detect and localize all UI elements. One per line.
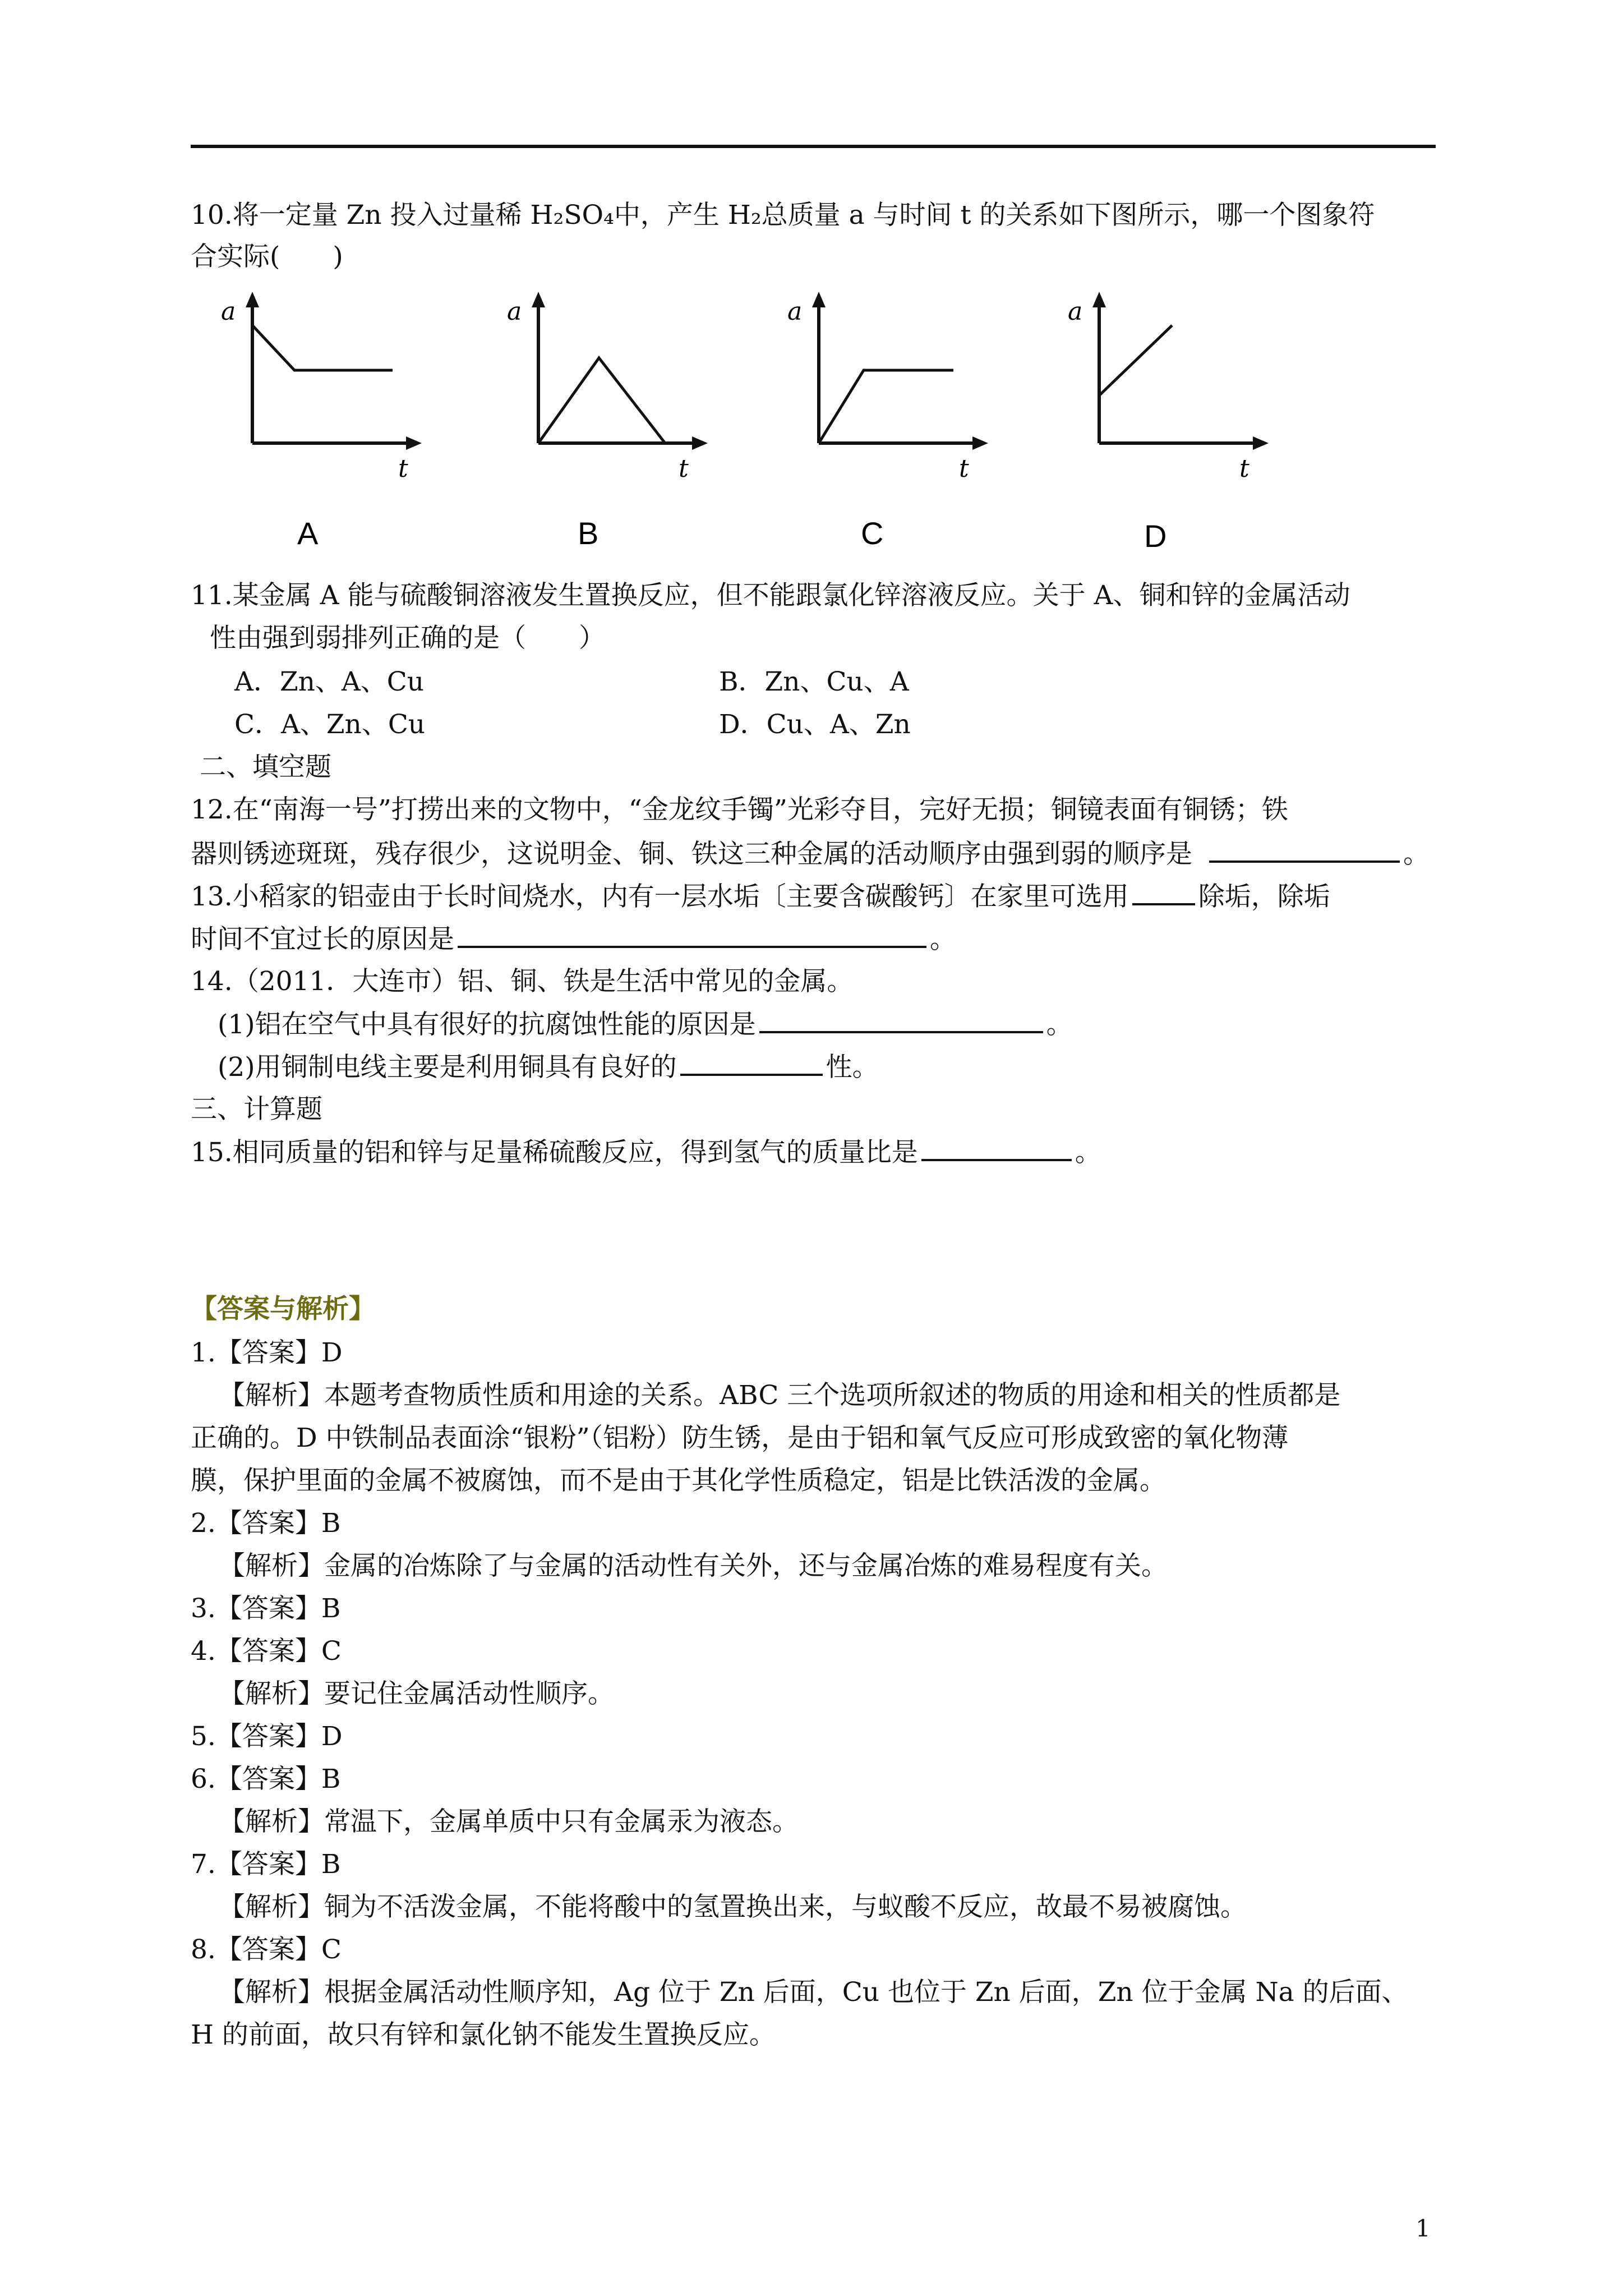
q11-option-d: D．Cu、A、Zn xyxy=(719,709,911,740)
q14-sub2-text: (2)用铜制电线主要是利用铜具有良好的 xyxy=(218,1052,677,1083)
answer-3: 3.【答案】B xyxy=(191,1593,341,1624)
answer-4-exp-1: 【解析】要记住金属活动性顺序。 xyxy=(219,1678,614,1709)
graph-d xyxy=(1060,292,1307,561)
q11-line2: 性由强到弱排列正确的是（ ） xyxy=(210,623,605,654)
graph-d-y-label: a xyxy=(1068,297,1083,326)
q15-text: 15.相同质量的铝和锌与足量稀硫酸反应，得到氢气的质量比是 xyxy=(191,1137,918,1168)
q12-blank[interactable] xyxy=(1209,836,1400,863)
graph-c-y-label: a xyxy=(787,297,803,326)
q14-sub1 xyxy=(218,1006,1073,1043)
header-rule xyxy=(191,145,1436,148)
answer-6: 6.【答案】B xyxy=(191,1764,341,1795)
graph-c xyxy=(780,292,1026,561)
q10-line2: 合实际( ) xyxy=(191,241,343,272)
q11-line1: 11.某金属 A 能与硫酸铜溶液发生置换反应，但不能跟氯化锌溶液反应。关于 A、铜和锌的金属活动 xyxy=(191,580,1350,611)
q13-text-c: 时间不宜过长的原因是 xyxy=(191,924,454,955)
graph-a xyxy=(213,292,460,561)
q12-text: 器则锈迹斑斑，残存很少，这说明金、铜、铁这三种金属的活动顺序由强到弱的顺序是 xyxy=(191,839,1192,869)
answer-7: 7.【答案】B xyxy=(191,1849,341,1880)
q14-line1: 14.（2011．大连市）铝、铜、铁是生活中常见的金属。 xyxy=(191,966,854,997)
answer-1: 1.【答案】D xyxy=(191,1337,343,1368)
answer-5: 5.【答案】D xyxy=(191,1721,343,1752)
q13-blank-1[interactable] xyxy=(1132,878,1195,905)
q11-option-c: C．A、Zn、Cu xyxy=(234,709,426,740)
graph-d-x-label: t xyxy=(1239,454,1249,483)
q14-sub2 xyxy=(218,1049,879,1085)
q14-sub1-end: 。 xyxy=(1046,1009,1073,1040)
graph-b-x-label: t xyxy=(679,454,689,483)
graph-a-x-label: t xyxy=(398,454,408,483)
answer-8-exp-2: H 的前面，故只有锌和氯化钠不能发生置换反应。 xyxy=(191,2019,776,2050)
graph-a-y-label: a xyxy=(221,297,236,326)
q12-line1: 12.在“南海一号”打捞出来的文物中，“金龙纹手镯”光彩夺目，完好无损；铜镜表面有铜锈；铁 xyxy=(191,794,1288,825)
q14-blank-1[interactable] xyxy=(759,1006,1043,1033)
q12-line2 xyxy=(191,836,1430,872)
q13-text-b: 除垢，除垢 xyxy=(1198,881,1330,912)
answer-1-exp-1: 【解析】本题考查物质性质和用途的关系。ABC 三个选项所叙述的物质的用途和相关的性质都是 xyxy=(219,1380,1341,1411)
graph-a-caption: A xyxy=(297,516,319,551)
graph-b-y-label: a xyxy=(507,297,522,326)
q13-end: 。 xyxy=(930,924,956,955)
q13-line1 xyxy=(191,878,1330,915)
answers-heading: 【答案与解析】 xyxy=(191,1294,375,1324)
q13-line2 xyxy=(191,921,956,958)
answer-2-exp-1: 【解析】金属的冶炼除了与金属的活动性有关外，还与金属冶炼的难易程度有关。 xyxy=(219,1550,1168,1581)
answer-8: 8.【答案】C xyxy=(191,1934,342,1965)
page-number: 1 xyxy=(1415,2215,1431,2242)
q14-blank-2[interactable] xyxy=(680,1049,823,1076)
answer-1-exp-2: 正确的。D 中铁制品表面涂“银粉”（铝粉）防生锈，是由于铝和氧气反应可形成致密的氧化物薄 xyxy=(191,1423,1289,1453)
graph-c-x-label: t xyxy=(959,454,969,483)
answer-8-exp-1: 【解析】根据金属活动性顺序知，Ag 位于 Zn 后面，Cu 也位于 Zn 后面，Zn 位于金属 Na 的后面、 xyxy=(219,1977,1408,2008)
q14-sub2-end: 性。 xyxy=(826,1052,879,1083)
graph-b-caption: B xyxy=(578,516,599,551)
answer-1-exp-3: 膜，保护里面的金属不被腐蚀，而不是由于其化学性质稳定，铝是比铁活泼的金属。 xyxy=(191,1465,1166,1496)
q12-end: 。 xyxy=(1403,839,1430,869)
q11-option-b: B．Zn、Cu、A xyxy=(719,666,909,697)
graph-b xyxy=(499,292,746,561)
q11-option-a: A．Zn、A、Cu xyxy=(234,666,425,697)
answer-2: 2.【答案】B xyxy=(191,1508,341,1539)
answer-6-exp-1: 【解析】常温下，金属单质中只有金属汞为液态。 xyxy=(219,1806,799,1837)
q13-blank-2[interactable] xyxy=(458,921,926,948)
q10-line1: 10.将一定量 Zn 投入过量稀 H₂SO₄中，产生 H₂总质量 a 与时间 t 的关系如下图所示，哪一个图象符 xyxy=(191,200,1375,231)
answer-7-exp-1: 【解析】铜为不活泼金属，不能将酸中的氢置换出来，与蚁酸不反应，故最不易被腐蚀。 xyxy=(219,1892,1247,1922)
answer-4: 4.【答案】C xyxy=(191,1636,342,1667)
graph-d-caption: D xyxy=(1144,518,1167,554)
q15-end: 。 xyxy=(1075,1137,1101,1168)
q15-line1 xyxy=(191,1134,1101,1171)
section-calculation: 三、计算题 xyxy=(191,1094,322,1125)
graph-c-caption: C xyxy=(861,516,884,551)
q15-blank[interactable] xyxy=(921,1134,1072,1161)
q13-text-a: 13.小稻家的铝壶由于长时间烧水，内有一层水垢〔主要含碳酸钙〕在家里可选用 xyxy=(191,881,1129,912)
q14-sub1-text: (1)铝在空气中具有很好的抗腐蚀性能的原因是 xyxy=(218,1009,756,1040)
section-fill-in: 二、填空题 xyxy=(200,752,331,783)
